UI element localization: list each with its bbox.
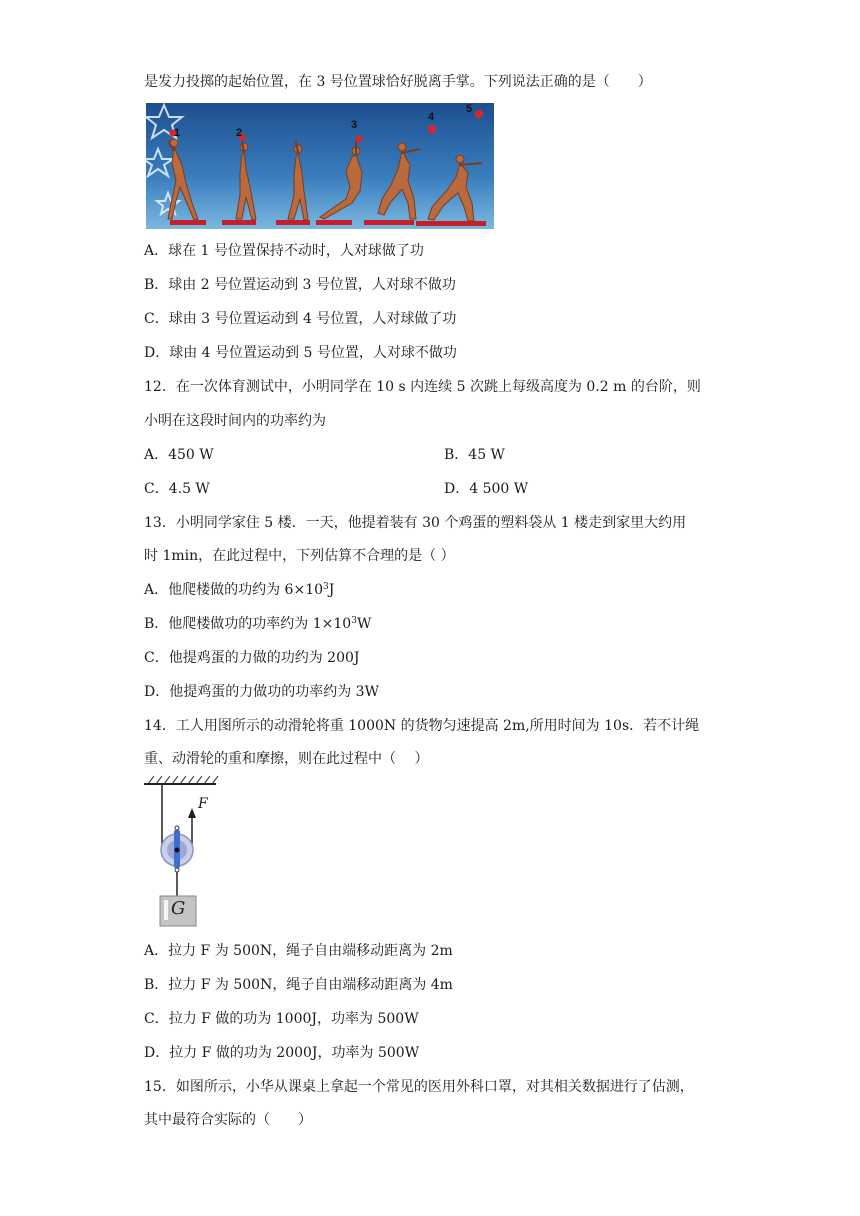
q14-stem-line1: 14．工人用图所示的动滑轮将重 1000N 的货物匀速提高 2m,所用时间为 10s．若不计绳: [144, 718, 700, 734]
position-label-4: 4: [428, 111, 435, 123]
q11-option-b: B．球由 2 号位置运动到 3 号位置，人对球不做功: [144, 277, 456, 293]
q12-option-a: A．450 W: [144, 447, 214, 463]
position-label-3: 3: [351, 119, 358, 131]
q12-option-c: C．4.5 W: [144, 481, 210, 497]
position-label-2: 2: [236, 127, 243, 139]
q15-stem-line2: 其中最符合实际的（ ）: [144, 1112, 312, 1128]
q12-option-b: B．45 W: [444, 447, 505, 463]
position-label-1: 1: [174, 127, 181, 139]
q11-option-c: C．球由 3 号位置运动到 4 号位置，人对球做了功: [144, 311, 457, 327]
question-11-stem-tail: 是发力投掷的起始位置，在 3 号位置球恰好脱离手掌。下列说法正确的是（ ）: [144, 74, 652, 90]
q14-option-b: B．拉力 F 为 500N，绳子自由端移动距离为 4m: [144, 977, 453, 993]
q13-stem-line2: 时 1min，在此过程中，下列估算不合理的是（ ）: [144, 548, 455, 564]
q14-stem-line2: 重、动滑轮的重和摩擦，则在此过程中（ ）: [144, 751, 429, 767]
q11-option-d: D．球由 4 号位置运动到 5 号位置，人对球不做功: [144, 345, 457, 361]
throwing-sequence-figure: [146, 103, 494, 229]
q13-option-c: C．他提鸡蛋的力做的功约为 200J: [144, 650, 360, 666]
q13-option-a: A．他爬楼做的功约为 $6\times 10^3J$: [144, 582, 335, 598]
q12-stem-line2: 小明在这段时间内的功率约为: [144, 413, 326, 429]
q12-option-d: D．4 500 W: [444, 481, 529, 497]
q14-option-c: C．拉力 F 做的功为 1000J，功率为 500W: [144, 1011, 419, 1027]
q13-stem-line1: 13．小明同学家住 5 楼．一天，他提着装有 30 个鸡蛋的塑料袋从 1 楼走到家里大约用: [144, 515, 687, 531]
q11-option-a: A．球在 1 号位置保持不动时，人对球做了功: [144, 243, 424, 259]
q13-option-d: D．他提鸡蛋的力做功的功率约为 3W: [144, 684, 379, 700]
weight-label: G: [171, 898, 186, 919]
q13-option-b: B．他爬楼做功的功率约为 $1\times 10^3W$: [144, 616, 372, 632]
force-label: F: [198, 796, 208, 812]
q14-option-d: D．拉力 F 做的功为 2000J，功率为 500W: [144, 1045, 420, 1061]
q15-stem-line1: 15．如图所示，小华从课桌上拿起一个常见的医用外科口罩，对其相关数据进行了估测，: [144, 1079, 694, 1095]
movable-pulley-figure: [140, 770, 230, 930]
q12-stem-line1: 12．在一次体育测试中，小明同学在 10 s 内连续 5 次跳上每级高度为 0.2 m 的台阶，则: [144, 379, 701, 395]
position-label-5: 5: [466, 103, 473, 115]
q14-option-a: A．拉力 F 为 500N，绳子自由端移动距离为 2m: [144, 943, 453, 959]
